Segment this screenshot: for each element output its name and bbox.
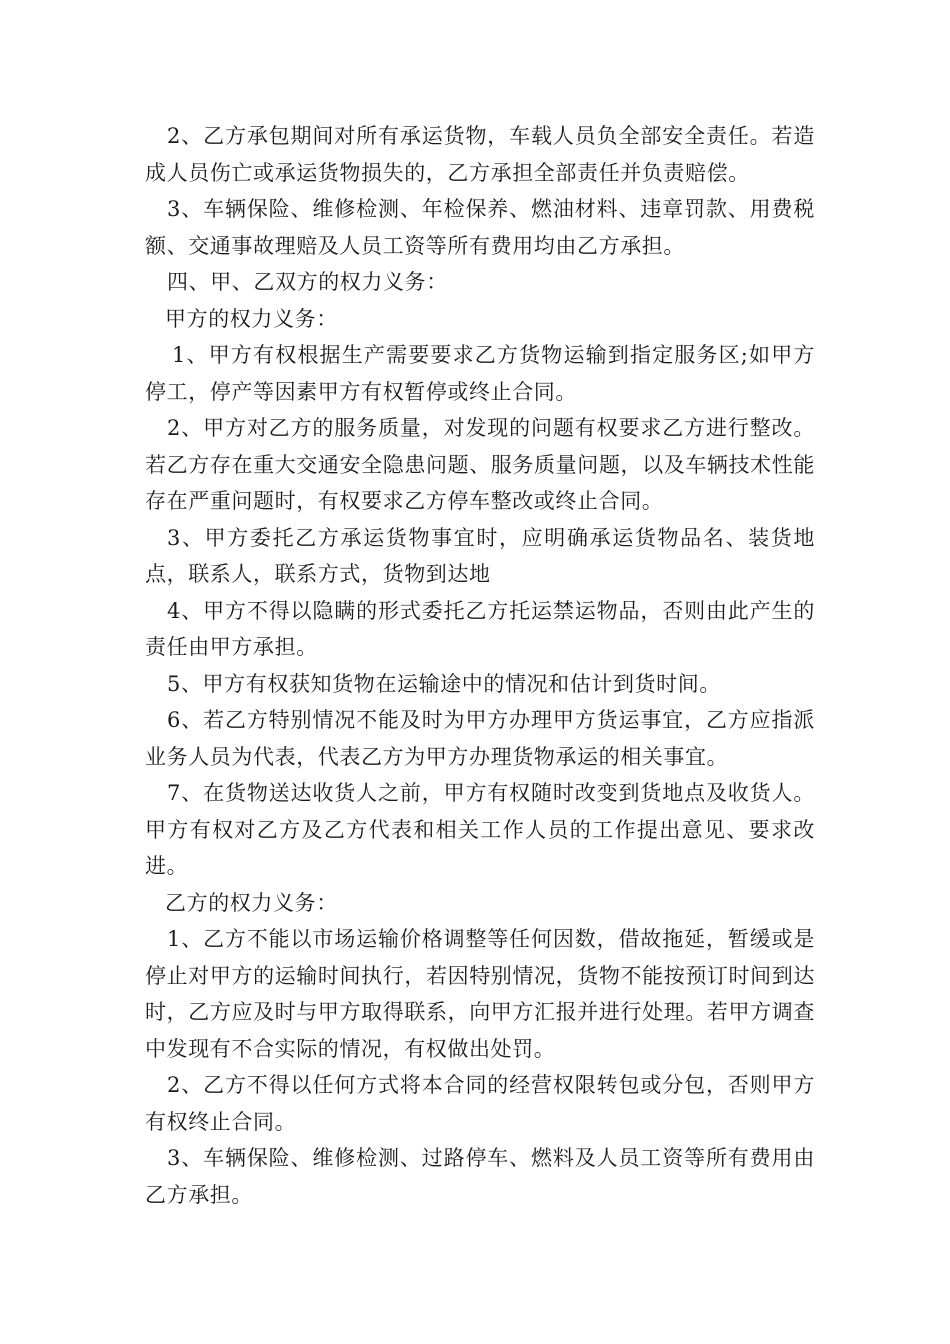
clause-yi-2-liability: 2、乙方承包期间对所有承运货物，车载人员负全部安全责任。若造成人员伤亡或承运货物损失的，乙方承担全部责任并负责赔偿。	[145, 124, 815, 185]
contract-body	[145, 118, 815, 1213]
clause-jia-3: 3、甲方委托乙方承运货物事宜时，应明确承运货物品名、装货地点，联系人，联系方式，货物到达地	[145, 525, 815, 586]
clause-jia-6: 6、若乙方特别情况不能及时为甲方办理甲方货运事宜，乙方应指派业务人员为代表，代表乙方为甲方办理货物承运的相关事宜。	[145, 708, 815, 769]
clause-yi-b-2: 2、乙方不得以任何方式将本合同的经营权限转包或分包，否则甲方有权终止合同。	[145, 1073, 815, 1134]
clause-jia-1: 1、甲方有权根据生产需要要求乙方货物运输到指定服务区;如甲方停工，停产等因素甲方有权暂停或终止合同。	[145, 343, 815, 404]
subheading-party-a: 甲方的权力义务：	[165, 306, 338, 331]
clause-jia-7: 7、在货物送达收货人之前，甲方有权随时改变到货地点及收货人。甲方有权对乙方及乙方代表和相关工作人员的工作提出意见、要求改进。	[145, 781, 815, 878]
clause-jia-4: 4、甲方不得以隐瞒的形式委托乙方托运禁运物品，否则由此产生的责任由甲方承担。	[145, 598, 815, 659]
section-heading-rights-obligations: 四、甲、乙双方的权力义务：	[167, 270, 448, 294]
clause-yi-b-1: 1、乙方不能以市场运输价格调整等任何因数，借故拖延，暂缓或是停止对甲方的运输时间执行，若因特别情况，货物不能按预订时间到达时，乙方应及时与甲方取得联系，向甲方汇报并进行处理。若甲方调查中发现有不合实际的情况，有权做出处罚。	[145, 927, 815, 1061]
subheading-party-b: 乙方的权力义务：	[165, 890, 338, 915]
clause-yi-b-3: 3、车辆保险、维修检测、过路停车、燃料及人员工资等所有费用由乙方承担。	[145, 1146, 815, 1207]
clause-jia-2: 2、甲方对乙方的服务质量，对发现的问题有权要求乙方进行整改。若乙方存在重大交通安全隐患问题、服务质量问题，以及车辆技术性能存在严重问题时，有权要求乙方停车整改或终止合同。	[145, 416, 815, 513]
clause-yi-3-costs: 3、车辆保险、维修检测、年检保养、燃油材料、违章罚款、用费税额、交通事故理赔及人员工资等所有费用均由乙方承担。	[145, 197, 815, 258]
clause-jia-5: 5、甲方有权获知货物在运输途中的情况和估计到货时间。	[167, 671, 721, 696]
